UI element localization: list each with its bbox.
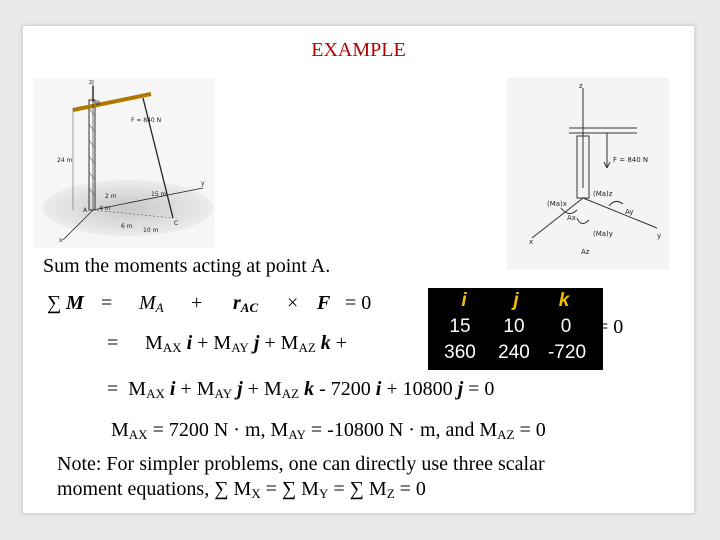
sum-symbol: ∑ [47,292,62,314]
matrix-cell: 0 [560,316,572,337]
matrix-header-j: j [513,290,519,311]
fbd-label: x [529,238,534,246]
moment-symbol: M [66,292,84,314]
matrix-cell: 10 [503,316,525,337]
matrix-cell: 15 [449,316,471,337]
determinant-matrix [428,288,603,370]
equals-2: = [107,332,119,354]
plus-1: + [191,292,203,314]
fbd-label: Ay [625,208,634,216]
eq2-term-x: $M_{AX}$ $i + M_{AY}$ $j + M_{AZ}$ k + [145,332,348,355]
eq2-rhs: = 0 [597,316,624,338]
crane-label: B [96,100,101,107]
fbd-label: (Ma)z [593,190,613,198]
crane-label: y [201,180,205,187]
crane-figure [33,78,215,248]
crane-label: 2 m [105,193,117,200]
equals-1: = [101,292,113,314]
crane-label: 4 m [99,205,111,212]
fbd-label: (Ma)x [547,200,567,208]
fbd-label: F = 840 N [613,156,649,164]
crane-label: F = 840 N [131,117,162,124]
free-body-diagram [507,78,669,270]
slide [22,25,695,514]
note-line-1: Note: For simpler problems, one can directly use three scalar [57,453,545,475]
position-vector: $r_{AC}$ [233,292,259,315]
fbd-label: z [579,82,583,90]
moment-a: $M_A$ [139,292,164,315]
crane-label: 15 m [151,191,167,198]
intro-text: Sum the moments acting at point A. [43,255,331,277]
fbd-label: Ax [567,214,576,222]
crane-label: x [59,237,63,244]
matrix-cell: -720 [547,342,587,363]
fbd-label: (Ma)y [593,230,613,238]
cross-product: × [287,292,299,314]
fbd-label: y [657,232,662,240]
results-line: $M_{AX} = 7200$ N · m, $M_{AY} = -10800$ N · m, and $M_{AZ} = 0$ [111,419,546,442]
note-line-2: moment equations, ∑ $M_X$ = ∑ $M_Y$ = ∑ $M_Z = 0$ [57,478,426,501]
force-symbol: F [317,292,331,314]
crane-label: C [174,220,179,227]
matrix-header-k: k [558,290,570,311]
matrix-header-i: i [461,290,467,311]
crane-label: A [83,207,88,214]
crane-label: z [89,79,93,86]
matrix-cell: 240 [498,342,530,363]
crane-label: 24 m [57,157,73,164]
slide-title: EXAMPLE [311,39,406,61]
eq1-rhs: = 0 [345,292,372,314]
eq3: = $M_{AX}$ $i + M_{AY}$ $j + M_{AZ}$ k - 7200 i + 10800 j = 0 [107,378,495,401]
crane-label: 6 m [121,223,133,230]
crane-label: 10 m [143,227,159,234]
matrix-cell: 360 [444,342,476,363]
fbd-label: Az [581,248,590,256]
